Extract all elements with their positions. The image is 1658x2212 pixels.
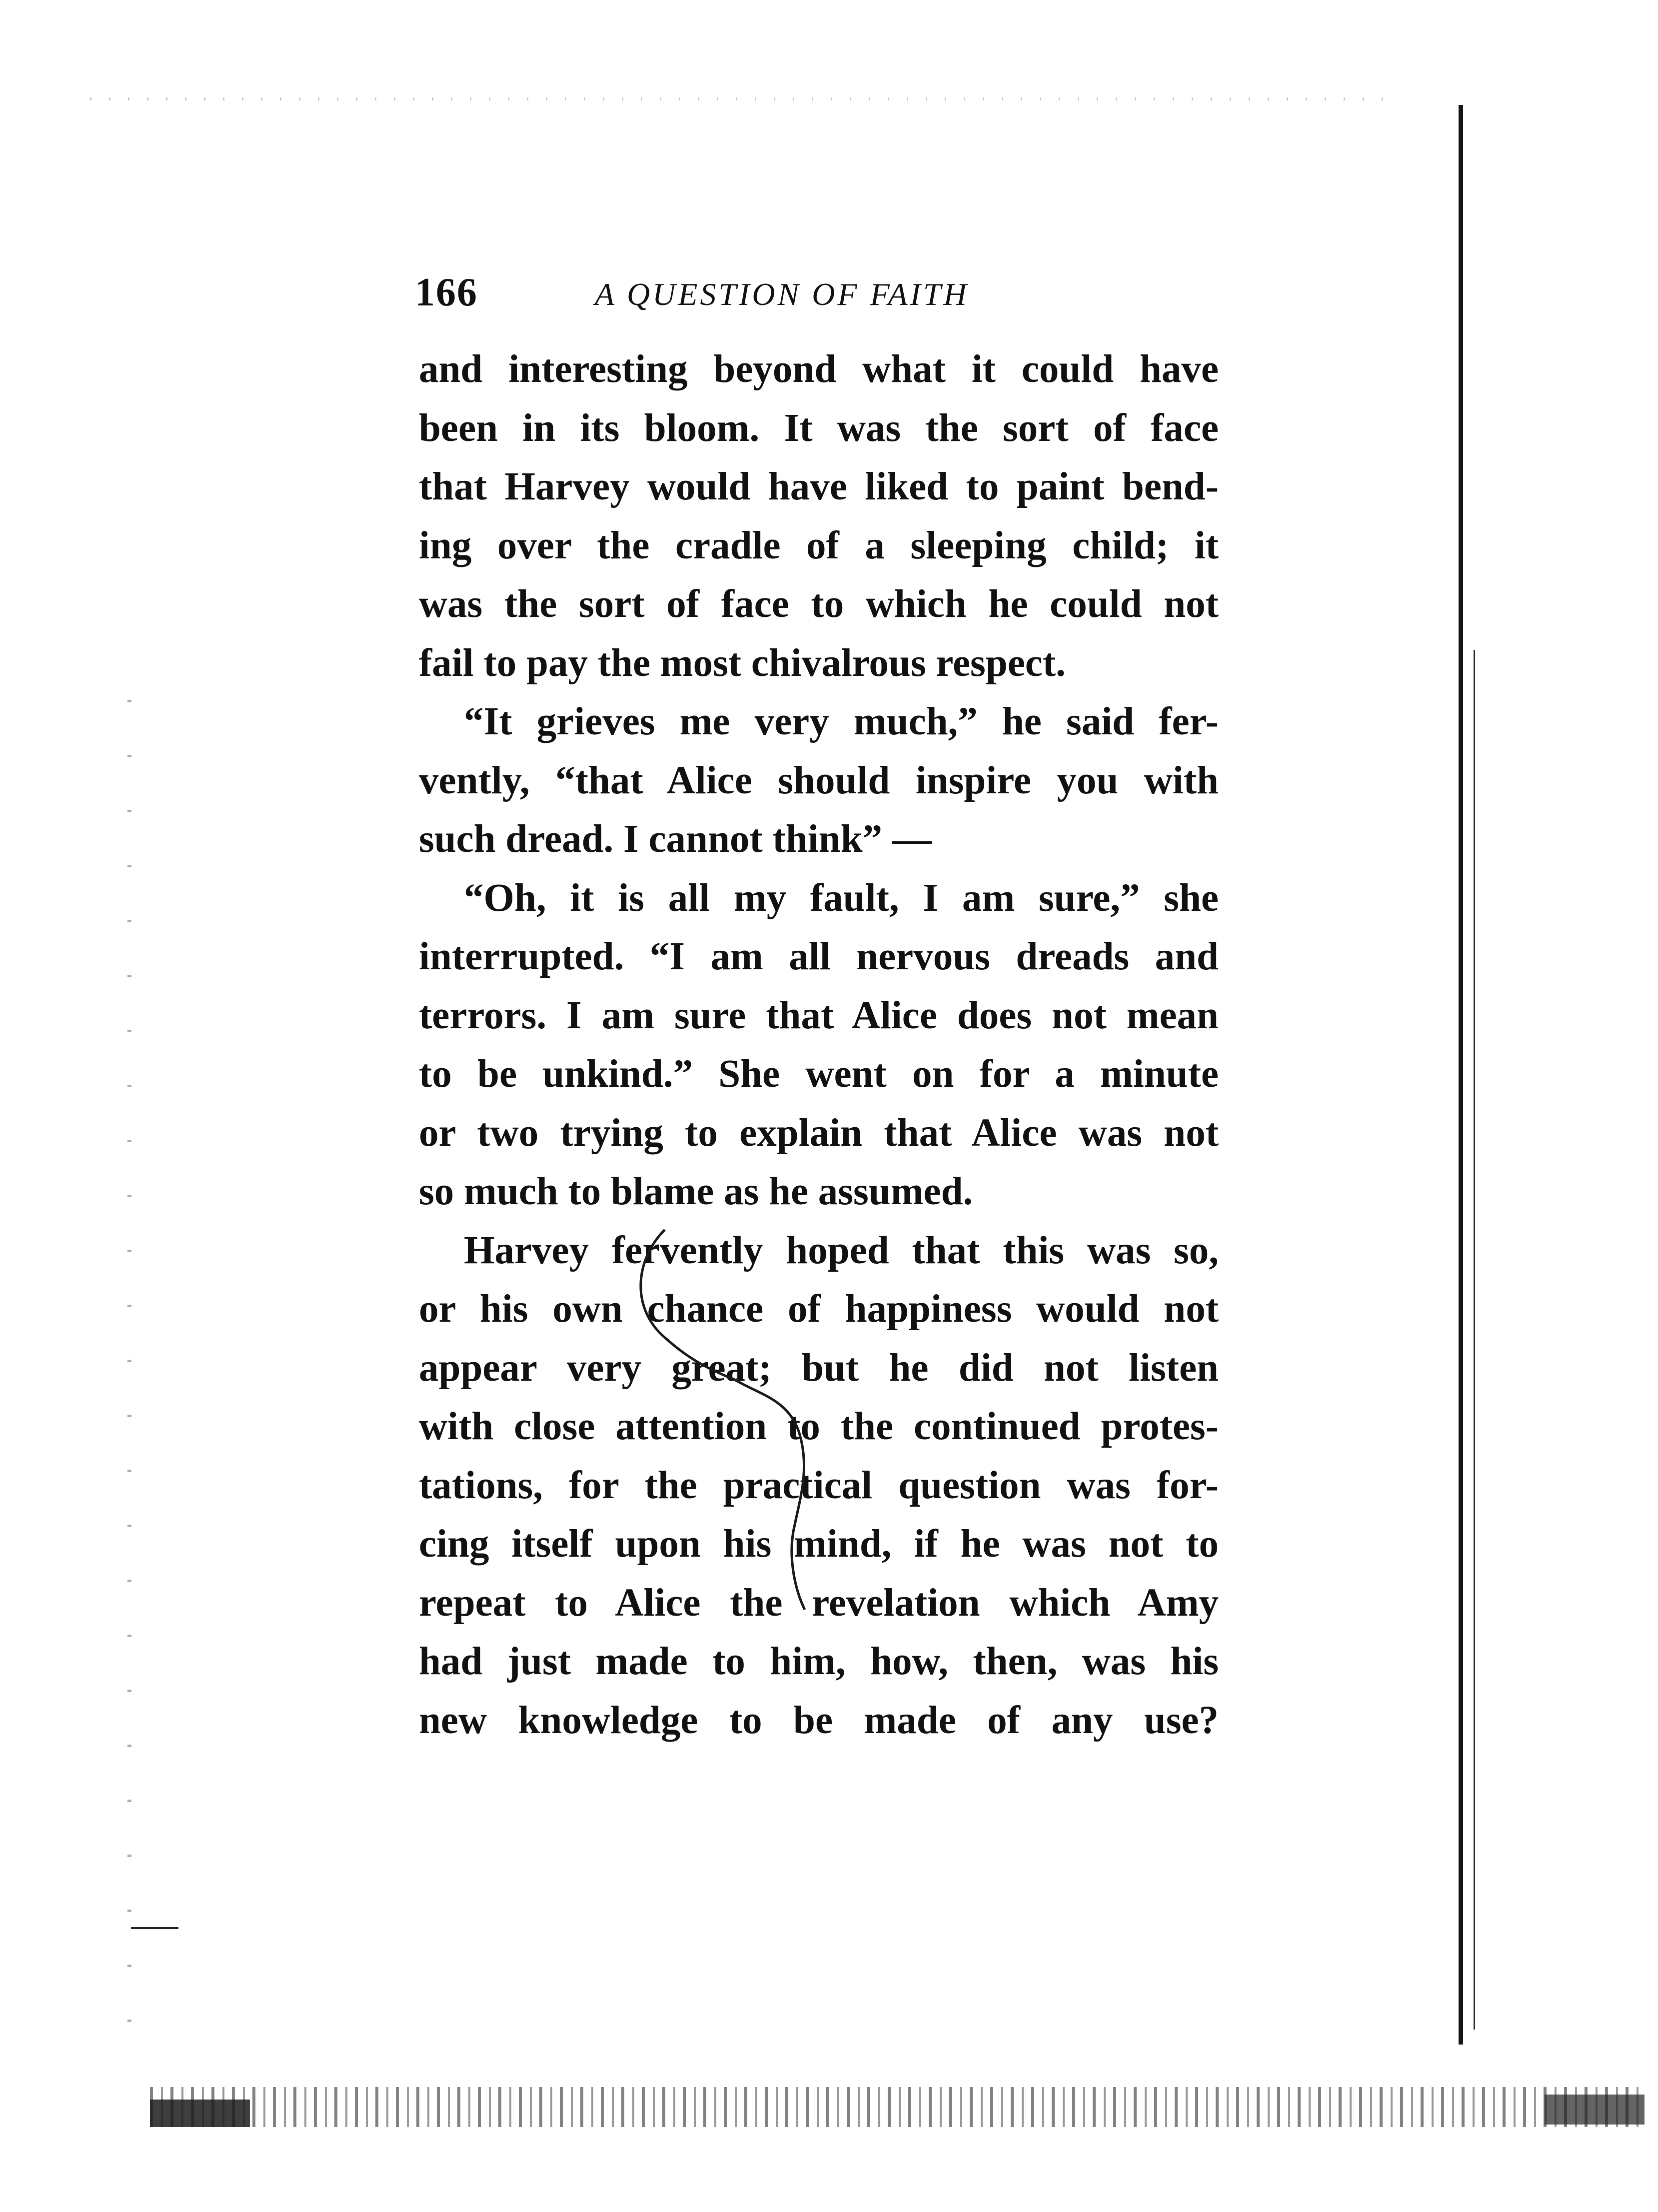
page-header: [415, 270, 1225, 315]
paragraph: [419, 692, 1219, 869]
paragraph: [419, 869, 1219, 1221]
binding-edge-line: [1459, 105, 1463, 2045]
text-line: had just made to him, how, then, was his: [419, 1640, 1219, 1683]
text-line: been in its bloom. It was the sort of face: [419, 406, 1219, 450]
text-line: new knowledge to be made of any use?: [419, 1698, 1219, 1742]
binding-edge-shadow: [1474, 650, 1475, 2030]
scan-dash-mark: [131, 1927, 178, 1929]
paragraph: [419, 1221, 1219, 1750]
text-line: cing itself upon his mind, if he was not to: [419, 1522, 1219, 1566]
text-line: Harvey fervently hoped that this was so,: [464, 1228, 1219, 1272]
text-line: vently, “that Alice should inspire you with: [419, 758, 1219, 802]
text-line: repeat to Alice the revelation which Amy: [419, 1581, 1219, 1625]
text-line: or his own chance of happiness would not: [419, 1287, 1219, 1331]
paragraph: [419, 340, 1219, 692]
body-text: [419, 340, 1219, 1750]
text-line: terrors. I am sure that Alice does not mean: [419, 993, 1219, 1037]
text-line: such dread. I cannot think” —: [419, 817, 932, 861]
scan-smudge-left: [150, 2100, 250, 2127]
text-line: “It grieves me very much,” he said fer-: [464, 700, 1219, 743]
text-line: tations, for the practical question was for-: [419, 1463, 1219, 1507]
text-line: fail to pay the most chivalrous respect.: [419, 641, 1066, 685]
text-line: interrupted. “I am all nervous dreads and: [419, 935, 1219, 978]
text-line: or two trying to explain that Alice was not: [419, 1111, 1219, 1155]
scan-noise-top: [90, 97, 1390, 100]
text-line: appear very great; but he did not listen: [419, 1346, 1219, 1390]
text-line: and interesting beyond what it could have: [419, 347, 1219, 391]
text-line: to be unkind.” She went on for a minute: [419, 1052, 1219, 1096]
scan-noise-left: [127, 700, 131, 2050]
text-line: “Oh, it is all my fault, I am sure,” she: [464, 876, 1219, 920]
text-line: that Harvey would have liked to paint bend-: [419, 465, 1219, 508]
text-line: was the sort of face to which he could not: [419, 582, 1219, 626]
scan-noise-bottom: [150, 2087, 1645, 2127]
text-line: with close attention to the continued protes-: [419, 1405, 1219, 1448]
text-line: so much to blame as he assumed.: [419, 1170, 973, 1213]
scan-smudge-right: [1545, 2095, 1645, 2125]
text-line: ing over the cradle of a sleeping child; it: [419, 523, 1219, 567]
page-number: 166: [415, 270, 478, 314]
running-head: A QUESTION OF FAITH: [595, 276, 969, 312]
